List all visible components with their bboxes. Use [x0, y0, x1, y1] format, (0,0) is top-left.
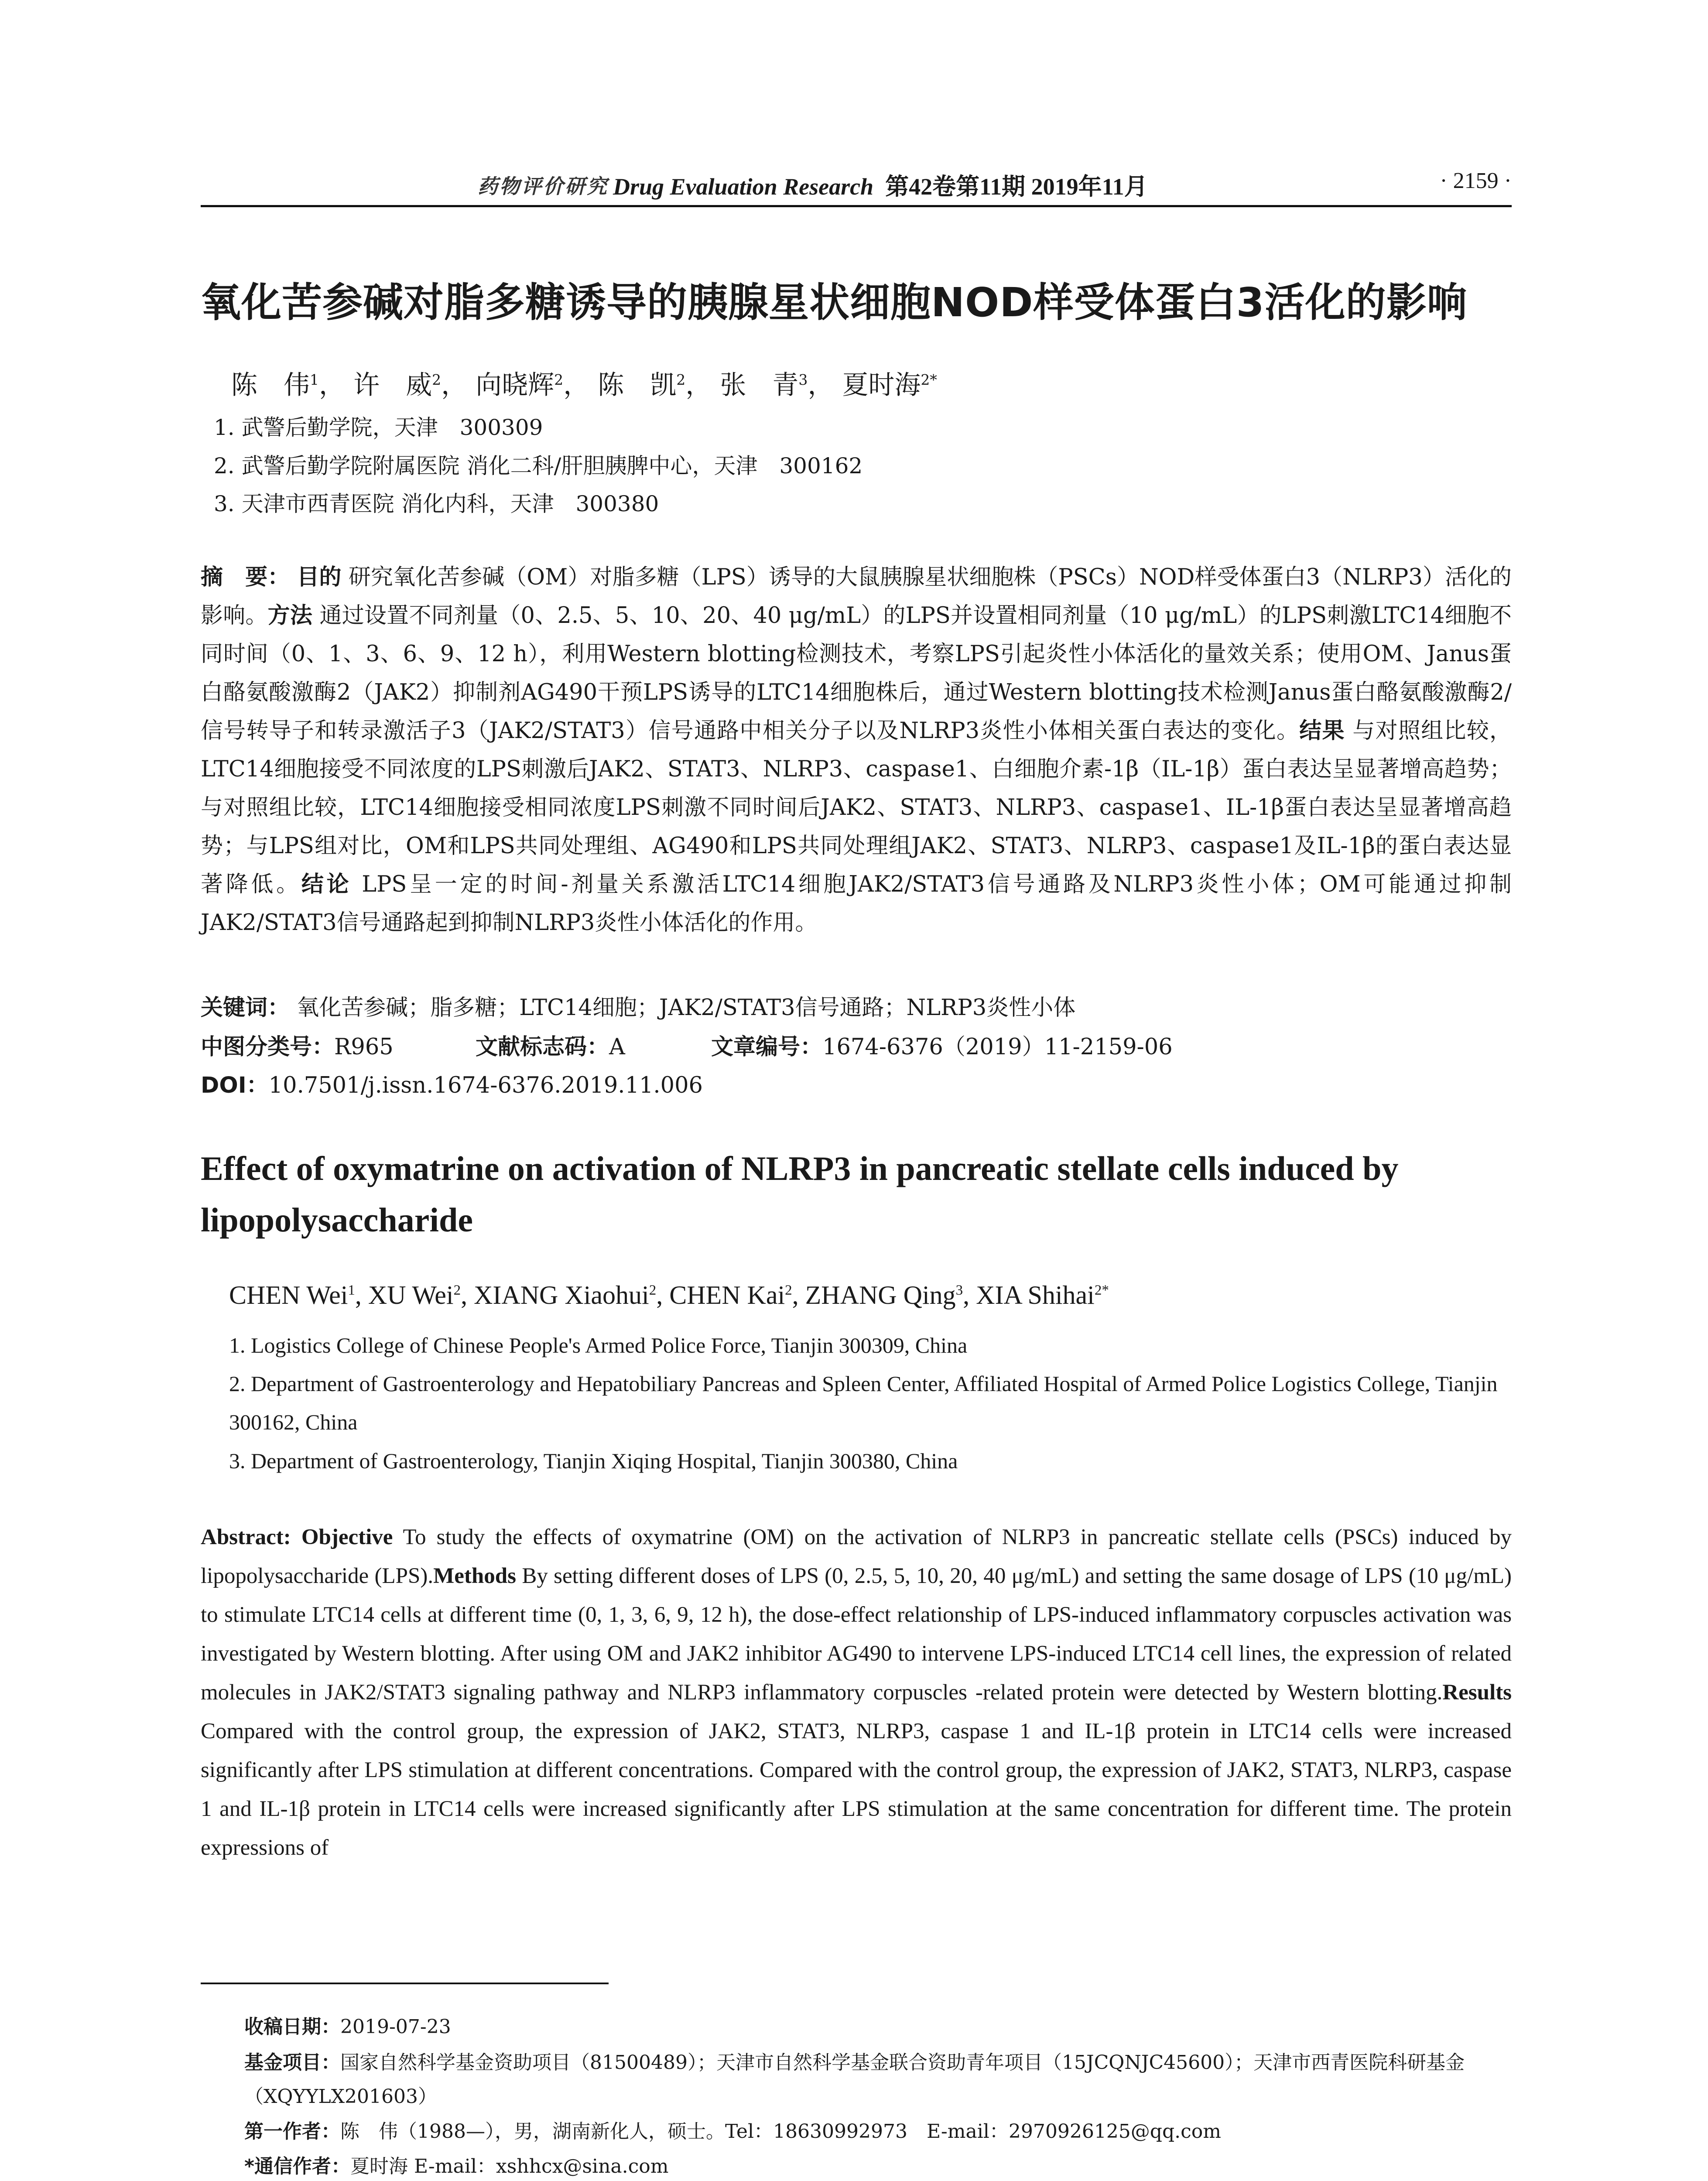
methods-text-en: By setting different doses of LPS (0, 2.5, 5, 10, 20, 40 μg/mL) and setting the same dosage of LPS (10 μg/mL) to stimulate LTC14 cells at different time (0, 1, 3, 6, 9, 12 h), the dose-effect relationship of LPS-induced inflammatory corpuscles activation was investigated by Western blotting. After using OM and JAK2 inhibitor AG490 to intervene LPS-induced LTC14 cell lines, the expression of related molecules in JAK2/STAT3 signaling pathway and NLRP3 inflammatory corpuscles -related protein were detected by Western blotting.	[201, 1564, 1512, 1705]
received-value: 2019-07-23	[340, 2016, 451, 2038]
author-cn: 张 青	[720, 370, 799, 400]
author-sup: 2	[676, 371, 686, 388]
header-rule	[201, 205, 1512, 207]
title-cn: 氧化苦参碱对脂多糖诱导的胰腺星状细胞NOD样受体蛋白3活化的影响	[201, 279, 1468, 326]
results-label-en: Results	[1442, 1680, 1512, 1705]
objective-label-en: Objective	[301, 1525, 393, 1549]
footnote-corresponding	[244, 2150, 669, 2178]
affiliation-en: 2. Department of Gastroenterology and Hepatobiliary Pancreas and Spleen Center, Affiliated Hospital of Armed Police Logistics College, Tianjin 300162, China	[229, 1371, 1498, 1434]
author-sup: 1	[348, 1282, 355, 1298]
doc-code-value: A	[609, 1034, 625, 1060]
author-en: XU Wei	[368, 1281, 454, 1309]
authors-cn: 陈 伟$^1$， 许 威$^2$， 向晓辉$^2$， 陈 凯$^2$， 张 青$^3$， 夏时海$^{2*}$	[231, 370, 937, 400]
footnote-rule	[201, 1983, 609, 1984]
journal-logo: 药物评价研究	[478, 175, 609, 198]
conclusion-text: LPS呈一定的时间-剂量关系激活LTC14细胞JAK2/STAT3信号通路及NLRP3炎性小体；OM可能通过抑制JAK2/STAT3信号通路起到抑制NLRP3炎性小体活化的作用。	[201, 872, 1512, 936]
results-label: 结果	[1299, 718, 1345, 744]
doi-value[interactable]: 10.7501/j.issn.1674-6376.2019.11.006	[268, 1073, 703, 1098]
objective-label: 目的	[297, 564, 342, 590]
title-en: Effect of oxymatrine on activation of NLRP3 in pancreatic stellate cells induced by lipopolysaccharide	[201, 1149, 1399, 1239]
abstract-cn	[201, 558, 1512, 942]
footnote-fund	[244, 2046, 1512, 2114]
doi-label: DOI：	[201, 1073, 269, 1098]
author-cn: 许 威	[353, 370, 432, 400]
author-cn: 向晓辉	[476, 370, 555, 400]
methods-label: 方法	[267, 603, 313, 629]
article-no-label: 文章编号：	[711, 1034, 823, 1060]
author-en: XIA Shihai	[976, 1281, 1095, 1309]
doi-line	[201, 1067, 703, 1099]
clc-label: 中图分类号：	[201, 1034, 335, 1060]
footnote-received	[244, 2011, 451, 2039]
author-sup: 2*	[921, 371, 937, 388]
corresponding-label: *通信作者：	[244, 2155, 351, 2178]
objective-text-en: To study the effects of oxymatrine (OM) on the activation of NLRP3 in pancreatic stellate cells (PSCs) induced by lipopolysaccharide (LPS).	[201, 1525, 1512, 1588]
results-text-en: Compared with the control group, the expression of JAK2, STAT3, NLRP3, caspase 1 and IL-1β protein in LTC14 cells were increased significantly after LPS stimulation at different concentrations. Compared with the control group, the expression of JAK2, STAT3, NLRP3, caspase 1 and IL-1β protein in LTC14 cells were increased significantly after LPS stimulation at the same concentration for different time. The protein expressions of	[201, 1719, 1512, 1860]
author-sup: 2	[432, 371, 442, 388]
author-sup: 3	[798, 371, 808, 388]
author-en: CHEN Kai	[669, 1281, 785, 1309]
clc-value: R965	[334, 1034, 394, 1060]
corresponding-value: 夏时海 E-mail：xshhcx@sina.com	[350, 2155, 669, 2178]
journal-name: Drug Evaluation Research	[613, 174, 874, 200]
results-text: 与对照组比较，LTC14细胞接受不同浓度的LPS刺激后JAK2、STAT3、NLRP3、caspase1、白细胞介素-1β（IL-1β）蛋白表达呈显著增高趋势；与对照组比较，LTC14细胞接受相同浓度LPS刺激不同时间后JAK2、STAT3、NLRP3、caspase1、IL-1β蛋白表达呈显著增高趋势；与LPS组对比，OM和LPS共同处理组、AG490和LPS共同处理组JAK2、STAT3、NLRP3、caspase1及IL-1β的蛋白表达显著降低。	[201, 718, 1512, 897]
abstract-en	[201, 1518, 1512, 1867]
author-cn: 夏时海	[842, 370, 921, 400]
author-sup: 2	[785, 1282, 792, 1298]
affiliation-cn: 2. 武警后勤学院附属医院 消化二科/肝胆胰脾中心，天津 300162	[214, 453, 863, 479]
author-cn: 陈 伟	[231, 370, 310, 400]
author-en: CHEN Wei	[229, 1281, 348, 1309]
methods-text: 通过设置不同剂量（0、2.5、5、10、20、40 μg/mL）的LPS并设置相同剂量（10 μg/mL）的LPS刺激LTC14细胞不同时间（0、1、3、6、9、12 h），利用Western blotting检测技术，考察LPS引起炎性小体活化的量效关系；使用OM、Janus蛋白酪氨酸激酶2（JAK2）抑制剂AG490干预LPS诱导的LTC14细胞株后，通过Western blotting技术检测Janus蛋白酪氨酸激酶2/信号转导子和转录激活子3（JAK2/STAT3）信号通路中相关分子以及NLRP3炎性小体相关蛋白表达的变化。	[201, 603, 1512, 744]
conclusion-label: 结论	[301, 872, 352, 897]
abstract-en-label: Abstract:	[201, 1525, 291, 1549]
keywords-value: 氧化苦参碱；脂多糖；LTC14细胞；JAK2/STAT3信号通路；NLRP3炎性小体	[297, 995, 1076, 1021]
author-en: ZHANG Qing	[805, 1281, 956, 1309]
author-sup: 2	[453, 1282, 461, 1298]
footnote-first-author	[244, 2116, 1221, 2143]
author-sup: 2	[554, 371, 564, 388]
abstract-cn-label: 摘 要：	[201, 564, 290, 590]
keywords-label: 关键词：	[201, 995, 290, 1021]
author-sup: 2*	[1094, 1282, 1109, 1298]
fund-label: 基金项目：	[244, 2051, 340, 2074]
author-cn: 陈 凯	[598, 370, 677, 400]
first-author-value: 陈 伟（1988—），男，湖南新化人，硕士。Tel：18630992973 E-mail：2970926125@qq.com	[340, 2120, 1221, 2143]
first-author-label: 第一作者：	[244, 2120, 340, 2143]
received-label: 收稿日期：	[244, 2016, 340, 2038]
running-header	[201, 168, 1512, 203]
author-sup: 2	[649, 1282, 657, 1298]
affiliation-en: 3. Department of Gastroenterology, Tianjin Xiqing Hospital, Tianjin 300380, China	[229, 1449, 958, 1473]
classification-line	[201, 1029, 1512, 1061]
author-en: XIANG Xiaohui	[474, 1281, 649, 1309]
journal-issue: 第42卷第11期 2019年11月	[885, 174, 1148, 200]
fund-value: 国家自然科学基金资助项目（81500489）；天津市自然科学基金联合资助青年项目（15JCQNJC45600）；天津市西青医院科研基金（XQYYLX201603）	[244, 2051, 1465, 2108]
authors-en: CHEN Wei$^1$, XU Wei$^2$, XIANG Xiaohui$^2$, CHEN Kai$^2$, ZHANG Qing$^3$, XIA Shihai$^{2*}$	[229, 1281, 1109, 1309]
author-sup: 1	[310, 371, 319, 388]
affiliation-cn: 3. 天津市西青医院 消化内科，天津 300380	[214, 491, 659, 516]
journal-line	[613, 168, 1148, 202]
article-no-value: 1674-6376（2019）11-2159-06	[822, 1034, 1173, 1060]
affiliation-cn: 1. 武警后勤学院，天津 300309	[214, 415, 543, 440]
methods-label-en: Methods	[433, 1564, 516, 1588]
objective-text: 研究氧化苦参碱（OM）对脂多糖（LPS）诱导的大鼠胰腺星状细胞株（PSCs）NOD样受体蛋白3（NLRP3）活化的影响。	[201, 564, 1512, 629]
doc-code-label: 文献标志码：	[476, 1034, 609, 1060]
affiliation-en: 1. Logistics College of Chinese People's Armed Police Force, Tianjin 300309, China	[229, 1333, 968, 1357]
author-sup: 3	[955, 1282, 963, 1298]
keywords	[201, 989, 1075, 1022]
page-number: · 2159 ·	[1440, 168, 1512, 193]
